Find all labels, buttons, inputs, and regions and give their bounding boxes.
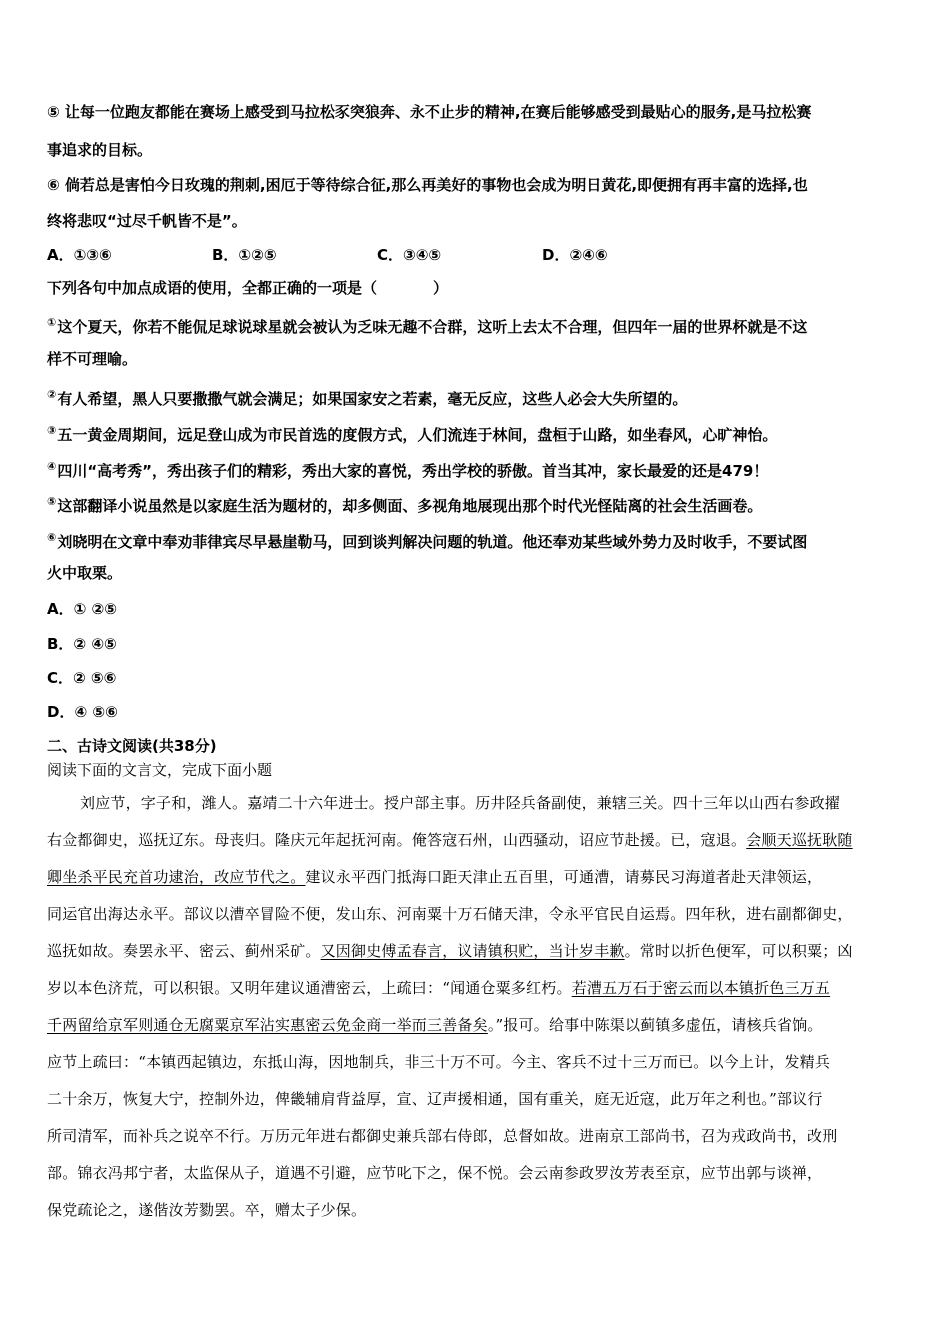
passage-line-7 [47,1014,823,1036]
q1-option-b[interactable]: B．①②⑤ [212,246,277,264]
q2-sentence-2 [47,384,687,410]
q2-option-b[interactable]: B．② ④⑤ [47,635,117,653]
q2-sentence-2-text: 有人希望，黑人只要撒撒气就会满足；如果国家安之若素，毫无反应，这些人必会大失所望的。 [57,390,688,408]
passage-line-6 [47,977,830,999]
q1-item5-line1: ⑤ 让每一位跑友都能在赛场上感受到马拉松豕突狼奔、永不止步的精神,在赛后能够感受到最贴心的服务,是马拉松赛 [47,103,812,121]
passage-line-5-tail: 。常时以折色便军，可以积粟；凶 [624,942,853,960]
q2-sentence-3-text: 五一黄金周期间，远足登山成为市民首选的度假方式，人们流连于林间，盘桓于山路，如坐春风，心旷神怡。 [57,426,778,444]
q2-sentence-6-number: ⑥ [47,531,57,544]
section-instruction: 阅读下面的文言文，完成下面小题 [47,761,273,779]
passage-line-5-text: 巡抚如故。奏罢永平、密云、蓟州采矿。 [47,942,321,960]
q1-item6-line1: ⑥ 倘若总是害怕今日玫瑰的荆刺,困厄于等待综合征,那么再美好的事物也会成为明日黄花,即便拥有再丰富的选择,也 [47,176,808,194]
q2-sentence-5-text: 这部翻译小说虽然是以家庭生活为题材的，却多侧面、多视角地展现出那个时代光怪陆离的社会生活画卷。 [57,497,763,515]
q2-option-d[interactable]: D．④ ⑤⑥ [47,703,118,721]
q1-option-a[interactable]: A．①③⑥ [47,246,112,264]
q2-sentence-6-line2: 火中取栗。 [47,564,123,582]
q2-option-c[interactable]: C．② ⑤⑥ [47,669,117,687]
q2-option-a[interactable]: A．① ②⑤ [47,600,117,618]
passage-line-2 [47,829,853,851]
passage-line-8: 应节上疏曰：“本镇西起镇边，东抵山海，因地制兵，非三十万不可。今主、客兵不过十三万而已。以今上计，发精兵 [47,1053,831,1071]
passage-line-1: 刘应节，字子和，潍人。嘉靖二十六年进士。授户部主事。历井陉兵备副使，兼辖三关。四十三年以山西右参政擢 [80,794,841,812]
passage-line-9: 二十余万，恢复大宁，控制外边，俾畿辅肩背益厚，宣、辽声援相通，国有重关，庭无近寇，此万年之利也。”部议行 [47,1090,823,1108]
passage-line-4: 同运官出海达永平。部议以漕卒冒险不便，发山东、河南粟十万石储天津，令永平官民自运焉。四年秋，进右副都御史， [47,905,853,923]
q2-sentence-5-number: ⑤ [47,495,57,508]
passage-line-7-text: 。”报可。给事中陈渠以蓟镇多虚伍，请核兵省饷。 [487,1016,823,1034]
q2-stem-text: 下列各句中加点成语的使用，全都正确的一项是（ [47,279,378,297]
passage-line-6-text: 岁以本色济荒，可以积银。又明年建议通漕密云，上疏曰：“闻通仓粟多红朽。 [47,979,572,997]
q2-sentence-4-text: 四川“高考秀”，秀出孩子们的精彩，秀出大家的喜悦，秀出学校的骄傲。首当其冲，家长最爱的还是479！ [57,462,769,480]
q1-option-d[interactable]: D．②④⑥ [542,246,608,264]
q1-item6-line2: 终将悲叹“过尽千帆皆不是”。 [47,212,247,230]
q2-sentence-6-text: 刘晓明在文章中奉劝菲律宾尽早悬崖勒马，回到谈判解决问题的轨道。他还奉劝某些域外势力及时收手，不要试图 [57,533,808,551]
passage-line-5 [47,940,853,962]
q2-sentence-1-number: ① [47,316,57,329]
q1-option-c[interactable]: C．③④⑤ [377,246,442,264]
q2-stem [47,277,448,299]
section-title: 二、古诗文阅读(共38分) [47,737,217,755]
passage-line-3 [47,866,822,888]
underlined-sentence-2: 又因御史傅孟春言，议请镇积贮，当计岁丰歉 [320,942,625,960]
q2-sentence-2-number: ② [47,388,57,401]
q2-sentence-6 [47,527,807,553]
passage-line-2-text: 右佥都御史，巡抚辽东。母丧归。隆庆元年起抚河南。俺答寇石州，山西骚动，诏应节赴援。已，寇退。 [47,831,747,849]
underlined-sentence-1-end: 卿坐杀平民充首功逮治，改应节代之。 [47,868,306,886]
underlined-sentence-3: 若漕五万石于密云而以本镇折色三万五 [571,979,831,997]
underlined-sentence-1: 会顺天巡抚耿随 [746,831,853,849]
q2-stem-close: ） [433,279,449,297]
q2-sentence-1-text: 这个夏天，你若不能侃足球说球星就会被认为乏味无趣不合群，这听上去太不合理，但四年一届的世界杯就是不这 [57,318,808,336]
q2-sentence-1 [47,312,807,338]
q2-sentence-1-line2: 样不可理喻。 [47,350,138,368]
passage-line-12: 保党疏论之，遂偕汝芳勠罢。卒，赠太子少保。 [47,1201,367,1219]
passage-line-3-text: 建议永平西门抵海口距天津止五百里，可通漕，请募民习海道者赴天津领运， [305,868,823,886]
q2-sentence-4 [47,456,768,482]
q2-sentence-4-number: ④ [47,460,57,473]
q2-sentence-3-number: ③ [47,424,57,437]
q2-sentence-3 [47,420,777,446]
q1-item5-line2: 事追求的目标。 [47,141,153,159]
underlined-sentence-3-end: 千两留给京军则通仓无腐粟京军沾实惠密云免金商一举而三善备矣 [47,1016,488,1034]
q2-sentence-5 [47,491,762,517]
passage-line-11: 部。锦衣冯邦宁者，太监保从子，道遇不引避，应节叱下之，保不悦。会云南参政罗汝芳表至京，应节出郭与谈禅， [47,1164,823,1182]
passage-line-10: 所司清军，而补兵之说卒不行。万历元年进右都御史兼兵部右侍郎，总督如故。进南京工部尚书，召为戎政尚书，改刑 [47,1127,838,1145]
